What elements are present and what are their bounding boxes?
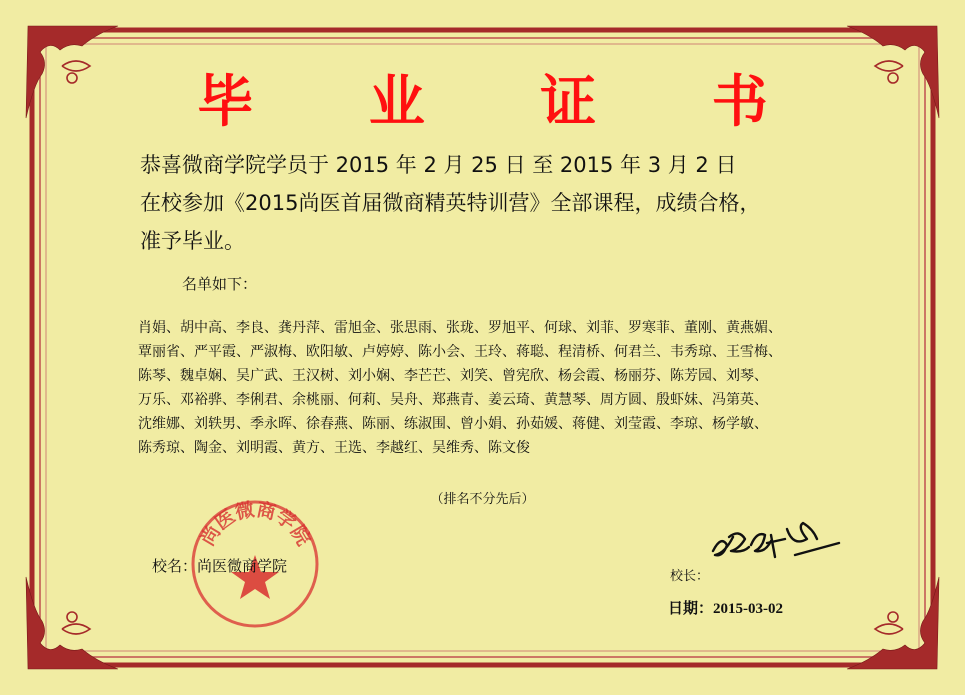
svg-text:尚医微商学院 (196, 498, 316, 550)
names-line: 肖娟、胡中高、李良、龚丹萍、雷旭金、张思雨、张珑、罗旭平、何球、刘菲、罗寒菲、董刚、黄燕媚、 (138, 320, 782, 336)
principal-signature (705, 515, 845, 575)
school-line (152, 555, 287, 576)
intro-line: 准予毕业。 (140, 229, 245, 253)
principal-label: 校长： (670, 568, 710, 583)
ordering-note: （排名不分先后） (430, 492, 535, 507)
school-name: 尚医微商学院 (197, 559, 288, 575)
names-line: 陈琴、魏卓娴、吴广武、王汉树、刘小娴、李芒芒、刘笑、曾宪欣、杨会霞、杨丽芬、陈芳园、刘琴、 (138, 368, 768, 384)
names-line: 沈维娜、刘轶男、季永晖、徐春燕、陈丽、练淑围、曾小娟、孙茹媛、蒋健、刘莹霞、李琼、杨学敏、 (138, 416, 768, 432)
seal-text: 尚医微商学院 (196, 498, 315, 550)
certificate-intro (140, 146, 860, 260)
intro-line: 在校参加《2015尚医首届微商精英特训营》全部课程，成绩合格， (140, 191, 761, 215)
list-heading: 名单如下： (182, 275, 258, 293)
certificate-title: 毕 业 证 书 (197, 70, 816, 135)
names-line: 覃丽省、严平霞、严淑梅、欧阳敏、卢婷婷、陈小会、王玲、蒋聪、程清桥、何君兰、韦秀琼、王雪梅、 (138, 344, 782, 360)
graduate-names-list (138, 316, 838, 460)
names-line: 万乐、邓裕骅、李俐君、余桃丽、何莉、吴舟、郑燕青、姜云琦、黄慧琴、周方圆、殷虾妹、冯第英、 (138, 392, 768, 408)
names-line: 陈秀琼、陶金、刘明霞、黄方、王选、李越红、吴维秀、陈文俊 (138, 440, 530, 456)
issue-date: 日期：2015-03-02 (668, 601, 783, 617)
school-label: 校名： (152, 559, 198, 575)
intro-line: 恭喜微商学院学员于 2015 年 2 月 25 日 至 2015 年 3 月 2 日 (140, 153, 737, 177)
